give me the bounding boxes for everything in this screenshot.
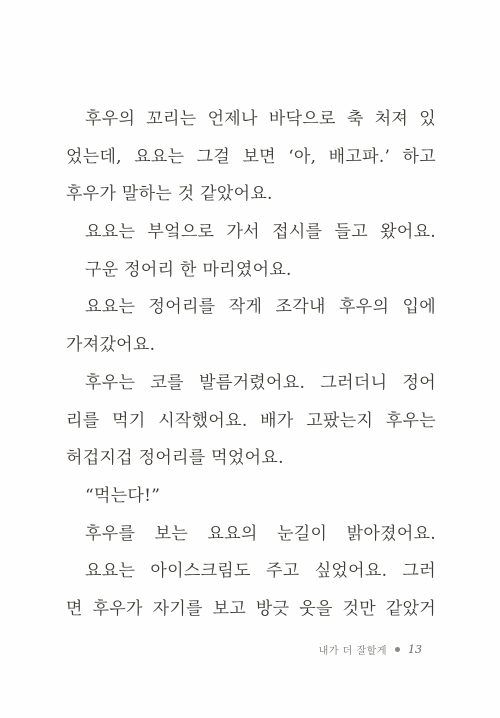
text-line: 리를 먹기 시작했어요. 배가 고팠는지 후우는: [66, 410, 436, 431]
body-text: [66, 101, 436, 629]
text-line: 허겁지겁 정어리를 먹었어요.: [66, 448, 284, 469]
text-line: 후우가 말하는 것 같았어요.: [66, 184, 273, 205]
text-line: 요요는 정어리를 작게 조각내 후우의 입에: [85, 297, 436, 318]
text-line: 후우는 코를 발름거렸어요. 그러더니 정어: [85, 372, 436, 393]
text-line: 면 후우가 자기를 보고 방긋 웃을 것만 같았거: [66, 598, 436, 619]
text-line: 었는데, 요요는 그걸 보면 ‘아, 배고파.’ 하고: [66, 146, 436, 167]
running-head: 내가 더 잘할게: [318, 646, 387, 657]
text-line: 요요는 부엌으로 가서 접시를 들고 왔어요.: [85, 222, 436, 243]
bullet-dot-icon: [395, 647, 400, 652]
text-line: 가져갔어요.: [66, 335, 156, 356]
page-footer: [0, 642, 422, 657]
text-line: 구운 정어리 한 마리였어요.: [85, 259, 292, 280]
text-line: 후우의 꼬리는 언제나 바닥으로 축 처져 있: [85, 109, 436, 129]
text-line: 요요는 아이스크림도 주고 싶었어요. 그러: [85, 561, 436, 582]
text-line: 후우를 보는 요요의 눈길이 밝아졌어요.: [85, 523, 436, 544]
page-number: 13: [408, 643, 422, 656]
text-line: “먹는다!”: [85, 485, 161, 506]
